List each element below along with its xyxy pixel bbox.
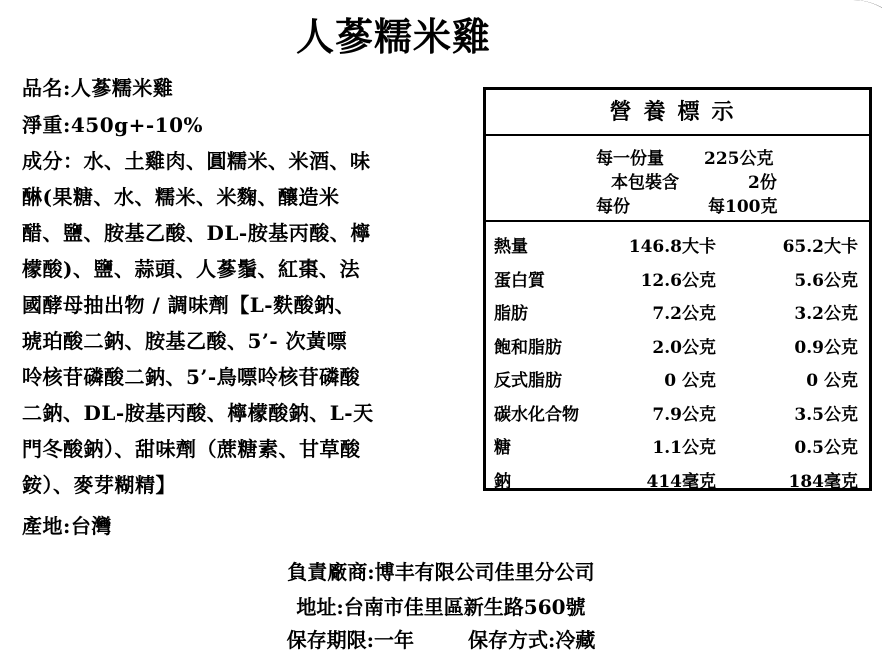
page-corner-curve bbox=[852, 0, 882, 60]
nutrition-row bbox=[486, 260, 869, 294]
nutrient-name: 糖 bbox=[494, 438, 511, 458]
ingredients-line: 琥珀酸二鈉、胺基乙酸、5’- 次黃嘌 bbox=[22, 329, 348, 353]
per-100g-column-label: 每100克 bbox=[708, 197, 778, 217]
net-weight: 淨重:450g+-10% bbox=[22, 113, 204, 137]
per-serving-value: 414毫克 bbox=[646, 471, 716, 492]
origin: 產地:台灣 bbox=[22, 514, 112, 538]
per-100g-value: 0.5公克 bbox=[794, 438, 858, 458]
storage-info bbox=[0, 624, 882, 653]
nutrient-name: 脂肪 bbox=[494, 304, 528, 324]
nutrient-name: 蛋白質 bbox=[494, 270, 545, 291]
nutrient-name: 鈉 bbox=[494, 471, 511, 492]
per-100g-value: 5.6公克 bbox=[794, 270, 858, 291]
nutrition-header: 營養標示 bbox=[486, 90, 869, 136]
storage-method: 保存方式:冷藏 bbox=[467, 628, 596, 652]
page-title: 人蔘糯米雞 bbox=[296, 14, 492, 59]
ingredients-line: 醂(果糖、水、糯米、米麴、釀造米 bbox=[22, 185, 340, 209]
per-100g-value: 3.2公克 bbox=[794, 304, 858, 324]
nutrition-rows bbox=[486, 222, 869, 494]
ingredients-line: 二鈉、DL-胺基丙酸、檸檬酸鈉、L-天 bbox=[22, 401, 374, 425]
per-100g-value: 0.9公克 bbox=[794, 337, 858, 358]
shelf-life: 保存期限:一年 bbox=[286, 628, 415, 652]
per-100g-value: 3.5公克 bbox=[794, 404, 858, 425]
ingredients-line: 醋、鹽、胺基乙酸、DL-胺基丙酸、檸 bbox=[22, 221, 371, 245]
ingredients-line: 門冬酸鈉）、甜味劑（蔗糖素、甘草酸 bbox=[22, 437, 361, 461]
ingredients-line: 銨）、麥芽糊精】 bbox=[22, 473, 176, 497]
nutrition-row bbox=[486, 327, 869, 361]
per-serving-value: 7.2公克 bbox=[652, 304, 716, 324]
nutrient-name: 熱量 bbox=[494, 237, 528, 257]
serving-info bbox=[486, 136, 869, 222]
address: 地址:台南市佳里區新生路560號 bbox=[296, 595, 586, 619]
manufacturer: 負責廠商:博丰有限公司佳里分公司 bbox=[287, 560, 595, 584]
nutrition-row bbox=[486, 461, 869, 495]
ingredients-line: 國酵母抽出物 / 調味劑【L-麩酸鈉、 bbox=[22, 293, 356, 317]
ingredients-line: 檬酸)、鹽、蒜頭、人蔘鬚、紅棗、法 bbox=[22, 257, 360, 281]
per-serving-value: 146.8大卡 bbox=[628, 237, 716, 257]
per-serving-value: 1.1公克 bbox=[652, 438, 716, 458]
per-serving-value: 0 公克 bbox=[664, 371, 716, 391]
nutrition-row bbox=[486, 293, 869, 327]
nutrition-facts-table bbox=[483, 87, 872, 491]
nutrition-row bbox=[486, 427, 869, 461]
per-serving-value: 7.9公克 bbox=[652, 404, 716, 425]
nutrition-row bbox=[486, 394, 869, 428]
per-serving-value: 2.0公克 bbox=[652, 337, 716, 358]
nutrient-name: 碳水化合物 bbox=[494, 404, 579, 425]
nutrition-row bbox=[486, 360, 869, 394]
ingredients-line: 成分：水、土雞肉、圓糯米、米酒、味 bbox=[22, 149, 371, 173]
serving-size-value: 225公克 bbox=[704, 149, 774, 169]
per-100g-value: 0 公克 bbox=[806, 371, 858, 391]
per-serving-column-label: 每份 bbox=[596, 197, 630, 217]
per-serving-value: 12.6公克 bbox=[640, 270, 716, 291]
ingredients-line: 呤核苷磷酸二鈉、5’-鳥嘌呤核苷磷酸 bbox=[22, 365, 361, 389]
nutrient-name: 反式脂肪 bbox=[494, 371, 562, 391]
per-100g-value: 65.2大卡 bbox=[782, 237, 858, 257]
per-100g-value: 184毫克 bbox=[788, 471, 858, 492]
nutrition-row bbox=[486, 226, 869, 260]
nutrient-name: 飽和脂肪 bbox=[494, 337, 562, 358]
servings-per-package-label: 本包裝含 bbox=[611, 173, 679, 193]
serving-size-label: 每一份量 bbox=[596, 149, 664, 169]
product-name: 品名:人蔘糯米雞 bbox=[22, 76, 174, 100]
servings-per-package-value: 2份 bbox=[748, 173, 777, 193]
